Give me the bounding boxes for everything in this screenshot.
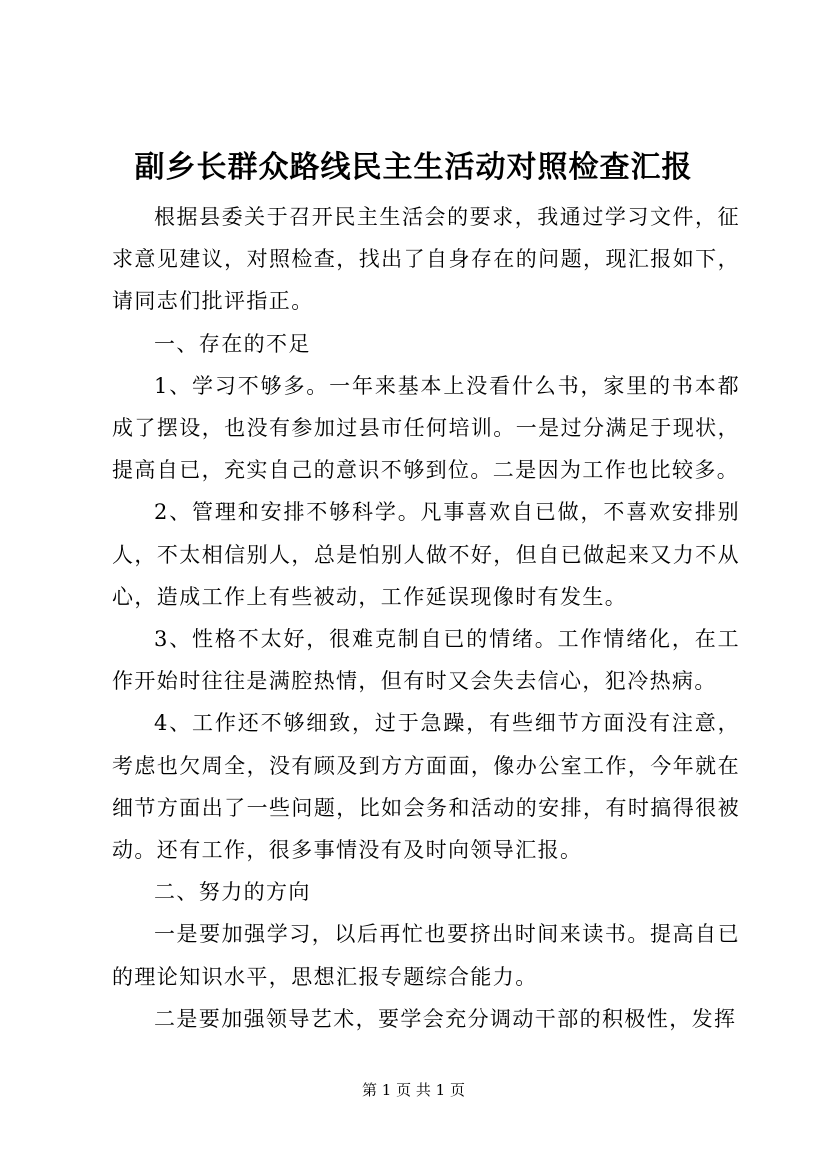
document-title: 副乡长群众路线民主生活动对照检查汇报 [134, 150, 693, 185]
document-body [112, 196, 740, 1040]
paragraph-item-2: 2、管理和安排不够科学。凡事喜欢自已做，不喜欢安排别人，不太相信别人，总是怕别人做不好，但自已做起来又力不从心，造成工作上有些被动，工作延误现像时有发生。 [112, 500, 740, 609]
section-heading-direction: 二、努力的方向 [154, 880, 311, 905]
paragraph-item-1: 1、学习不够多。一年来基本上没看什么书，家里的书本都成了摆设，也没有参加过县市任何培训。一是过分满足于现状，提高自已，充实自己的意识不够到位。二是因为工作也比较多。 [112, 373, 740, 483]
paragraph-direction-1: 一是要加强学习，以后再忙也要挤出时间来读书。提高自已的理论知识水平，思想汇报专题综合能力。 [112, 922, 740, 989]
paragraph-intro: 根据县委关于召开民主生活会的要求，我通过学习文件，征求意见建议，对照检查，找出了自身存在的问题，现汇报如下，请同志们批评指正。 [112, 205, 740, 314]
page-footer: 第 1 页 共 1 页 [362, 1081, 465, 1099]
section-heading-shortcomings: 一、存在的不足 [154, 331, 311, 356]
paragraph-direction-2: 二是要加强领导艺术，要学会充分调动干部的积极性，发挥 [154, 1006, 737, 1031]
paragraph-item-3: 3、性格不太好，很难克制自已的情绪。工作情绪化，在工作开始时往往是满腔热情，但有时又会失去信心，犯冷热病。 [112, 627, 740, 694]
paragraph-item-4: 4、工作还不够细致，过于急躁，有些细节方面没有注意，考虑也欠周全，没有顾及到方方面面，像办公室工作，今年就在细节方面出了一些问题，比如会务和活动的安排，有时搞得很被动。还有工作，很多事情没有及时向领导汇报。 [112, 711, 740, 863]
